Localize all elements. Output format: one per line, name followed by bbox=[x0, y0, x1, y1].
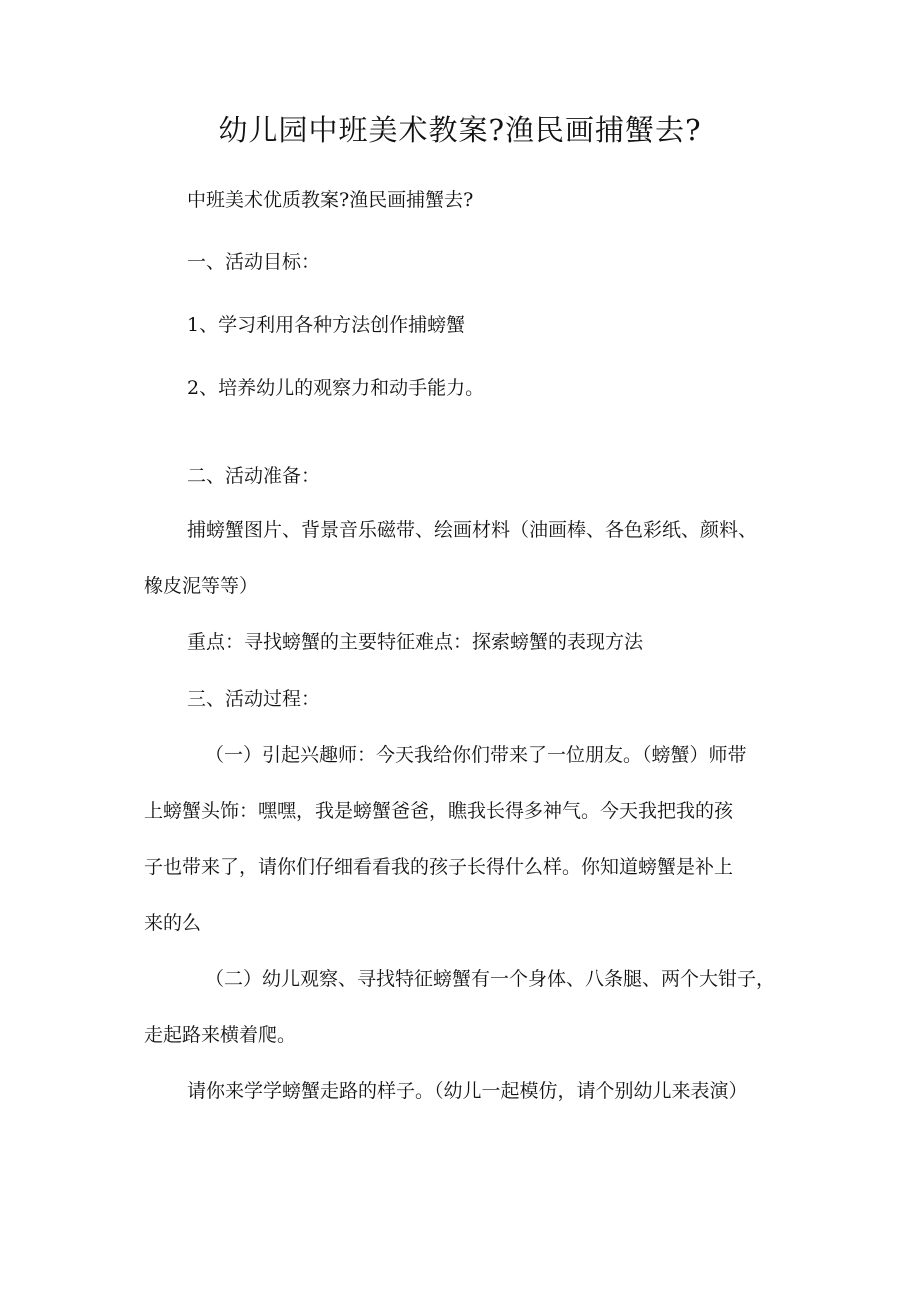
step1-line-1: （一）引起兴趣师：今天我给你们带来了一位朋友。（螃蟹）师带 bbox=[205, 744, 747, 766]
goal-item-1: 1、学习利用各种方法创作捕螃蟹 bbox=[187, 314, 466, 336]
step1-line-4: 来的么 bbox=[144, 912, 202, 934]
step1-line-2: 上螃蟹头饰：嘿嘿，我是螃蟹爸爸，瞧我长得多神气。今天我把我的孩 bbox=[144, 800, 734, 822]
document-subtitle: 中班美术优质教案?渔民画捕蟹去? bbox=[187, 189, 474, 211]
section-heading-goals: 一、活动目标： bbox=[187, 251, 321, 273]
step2-line-1: （二）幼儿观察、寻找特征螃蟹有一个身体、八条腿、两个大钳子， bbox=[205, 968, 776, 990]
materials-line-1: 捕螃蟹图片、背景音乐磁带、绘画材料（油画棒、各色彩纸、颜料、 bbox=[187, 519, 758, 541]
key-points: 重点：寻找螃蟹的主要特征难点：探索螃蟹的表现方法 bbox=[187, 631, 644, 653]
section-heading-process: 三、活动过程： bbox=[187, 688, 321, 710]
section-heading-preparation: 二、活动准备： bbox=[187, 465, 321, 487]
document-title: 幼儿园中班美术教案?渔民画捕蟹去? bbox=[218, 113, 702, 147]
step2-note: 请你来学学螃蟹走路的样子。（幼儿一起模仿，请个别幼儿来表演） bbox=[187, 1080, 748, 1102]
step2-line-2: 走起路来横着爬。 bbox=[144, 1024, 297, 1046]
materials-line-2: 橡皮泥等等） bbox=[144, 575, 259, 597]
step1-line-3: 子也带来了，请你们仔细看看我的孩子长得什么样。你知道螃蟹是补上 bbox=[144, 856, 734, 878]
goal-item-2: 2、培养幼儿的观察力和动手能力。 bbox=[187, 377, 485, 399]
